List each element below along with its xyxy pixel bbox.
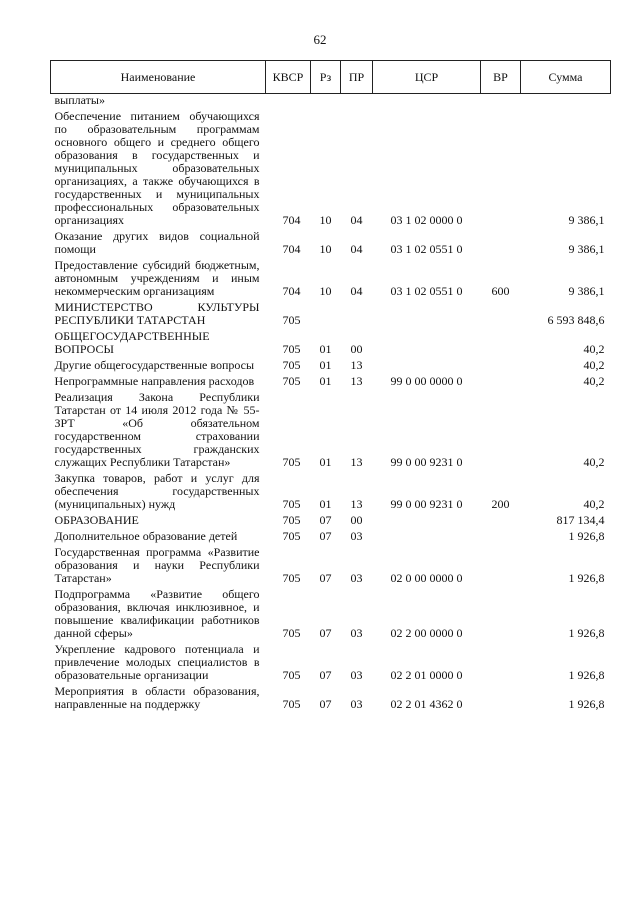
row-sum: 9 386,1 bbox=[568, 284, 605, 298]
row-pr: 13 bbox=[350, 497, 363, 511]
row-vr: 200 bbox=[491, 497, 510, 511]
row-rz: 01 bbox=[319, 497, 332, 511]
row-pr: 03 bbox=[350, 529, 363, 543]
row-csr bbox=[373, 327, 481, 356]
row-name: Мероприятия в области образования, направленные на поддержку bbox=[54, 684, 260, 711]
row-sum: 1 926,8 bbox=[568, 697, 605, 711]
row-csr: 02 0 00 0000 0 bbox=[390, 571, 463, 585]
row-name: Государственная программа «Развитие образования и науки Республики Татарстан» bbox=[54, 545, 260, 585]
row-name: Подпрограмма «Развитие общего образования, включая инклюзивное, и повышение квалификации работников данной сферы» bbox=[54, 587, 260, 640]
row-kvsr: 704 bbox=[282, 284, 301, 298]
row-name: Дополнительное образование детей bbox=[54, 529, 238, 543]
row-pr: 03 bbox=[350, 697, 363, 711]
row-rz: 01 bbox=[319, 358, 332, 372]
row-csr bbox=[373, 298, 481, 327]
row-rz bbox=[311, 298, 341, 327]
row-sum bbox=[521, 94, 611, 108]
row-name: Непрограммные направления расходов bbox=[54, 374, 255, 388]
row-vr bbox=[481, 107, 521, 227]
row-csr: 03 1 02 0551 0 bbox=[390, 242, 463, 256]
row-kvsr: 705 bbox=[282, 455, 301, 469]
row-name: ОБЩЕГОСУДАРСТВЕННЫЕ ВОПРОСЫ bbox=[54, 329, 210, 356]
row-pr: 04 bbox=[350, 242, 363, 256]
row-vr bbox=[481, 298, 521, 327]
row-pr: 13 bbox=[350, 455, 363, 469]
row-sum: 40,2 bbox=[583, 374, 605, 388]
table-row bbox=[51, 356, 611, 372]
row-csr: 02 2 01 4362 0 bbox=[390, 697, 463, 711]
row-csr: 03 1 02 0551 0 bbox=[390, 284, 463, 298]
row-csr: 02 2 00 0000 0 bbox=[390, 626, 463, 640]
row-vr bbox=[481, 640, 521, 682]
row-pr: 03 bbox=[350, 571, 363, 585]
table-row bbox=[51, 227, 611, 256]
row-rz: 07 bbox=[319, 529, 332, 543]
budget-table bbox=[50, 60, 611, 711]
row-kvsr: 705 bbox=[282, 374, 301, 388]
row-kvsr: 705 bbox=[282, 697, 301, 711]
table-row bbox=[51, 682, 611, 711]
table-row bbox=[51, 107, 611, 227]
table-row bbox=[51, 94, 611, 108]
row-pr: 04 bbox=[350, 284, 363, 298]
row-name: Закупка товаров, работ и услуг для обеспечения государственных (муниципальных) нужд bbox=[54, 471, 260, 511]
row-rz: 07 bbox=[319, 697, 332, 711]
row-pr: 13 bbox=[350, 358, 363, 372]
row-vr bbox=[481, 327, 521, 356]
row-rz: 07 bbox=[319, 571, 332, 585]
row-rz: 07 bbox=[319, 626, 332, 640]
row-sum: 40,2 bbox=[583, 455, 605, 469]
header-vr: ВР bbox=[481, 61, 521, 94]
table-body bbox=[51, 94, 611, 712]
row-rz: 10 bbox=[319, 284, 332, 298]
row-vr bbox=[481, 227, 521, 256]
row-kvsr: 705 bbox=[282, 497, 301, 511]
table-row bbox=[51, 511, 611, 527]
row-kvsr: 705 bbox=[282, 358, 301, 372]
row-pr: 03 bbox=[350, 626, 363, 640]
table-row bbox=[51, 327, 611, 356]
row-rz bbox=[311, 94, 341, 108]
row-rz: 07 bbox=[319, 668, 332, 682]
row-vr bbox=[481, 682, 521, 711]
row-sum: 1 926,8 bbox=[568, 529, 605, 543]
row-rz: 01 bbox=[319, 455, 332, 469]
row-kvsr: 705 bbox=[282, 529, 301, 543]
table-row bbox=[51, 298, 611, 327]
row-vr bbox=[481, 94, 521, 108]
row-kvsr: 705 bbox=[282, 342, 301, 356]
row-kvsr: 705 bbox=[282, 571, 301, 585]
row-name: МИНИСТЕРСТВО КУЛЬТУРЫ РЕСПУБЛИКИ ТАТАРСТАН bbox=[54, 300, 260, 327]
row-sum: 40,2 bbox=[583, 342, 605, 356]
row-vr bbox=[481, 585, 521, 640]
row-kvsr: 705 bbox=[282, 626, 301, 640]
table-row bbox=[51, 640, 611, 682]
row-kvsr: 704 bbox=[282, 213, 301, 227]
row-rz: 10 bbox=[319, 242, 332, 256]
row-kvsr: 705 bbox=[282, 668, 301, 682]
row-pr: 00 bbox=[350, 513, 363, 527]
row-vr bbox=[481, 356, 521, 372]
row-sum: 1 926,8 bbox=[568, 668, 605, 682]
row-pr bbox=[341, 298, 373, 327]
header-rz: Рз bbox=[311, 61, 341, 94]
row-name: Реализация Закона Республики Татарстан от 14 июля 2012 года № 55-ЗРТ «Об обязательном государственном страховании государственных гражданских служащих Республики Татарстан» bbox=[54, 390, 260, 469]
row-vr bbox=[481, 543, 521, 585]
header-kvsr: КВСР bbox=[266, 61, 311, 94]
row-rz: 07 bbox=[319, 513, 332, 527]
row-csr: 03 1 02 0000 0 bbox=[390, 213, 463, 227]
row-csr bbox=[373, 356, 481, 372]
table-row bbox=[51, 388, 611, 469]
header-pr: ПР bbox=[341, 61, 373, 94]
row-kvsr: 704 bbox=[282, 242, 301, 256]
row-name: Предоставление субсидий бюджетным, автономным учреждениям и иным некоммерческим организациям bbox=[54, 258, 260, 298]
row-csr: 02 2 01 0000 0 bbox=[390, 668, 463, 682]
header-sum: Сумма bbox=[521, 61, 611, 94]
row-vr bbox=[481, 388, 521, 469]
row-pr: 13 bbox=[350, 374, 363, 388]
row-sum: 817 134,4 bbox=[556, 513, 605, 527]
table-row bbox=[51, 372, 611, 388]
page-number: 62 bbox=[313, 32, 327, 47]
row-kvsr bbox=[266, 94, 311, 108]
table-row bbox=[51, 585, 611, 640]
row-pr: 03 bbox=[350, 668, 363, 682]
row-rz: 10 bbox=[319, 213, 332, 227]
row-rz: 01 bbox=[319, 374, 332, 388]
row-sum: 1 926,8 bbox=[568, 626, 605, 640]
row-csr: 99 0 00 0000 0 bbox=[390, 374, 463, 388]
row-vr: 600 bbox=[491, 284, 510, 298]
header-name: Наименование bbox=[51, 61, 266, 94]
table-row bbox=[51, 256, 611, 298]
row-csr bbox=[373, 511, 481, 527]
table-row bbox=[51, 469, 611, 511]
row-sum: 40,2 bbox=[583, 497, 605, 511]
row-csr bbox=[373, 94, 481, 108]
row-name: выплаты» bbox=[54, 93, 105, 107]
row-kvsr: 705 bbox=[282, 313, 301, 327]
row-rz: 01 bbox=[319, 342, 332, 356]
row-csr: 99 0 00 9231 0 bbox=[390, 497, 463, 511]
table-row bbox=[51, 527, 611, 543]
row-sum: 1 926,8 bbox=[568, 571, 605, 585]
row-name: ОБРАЗОВАНИЕ bbox=[54, 513, 139, 527]
row-pr: 04 bbox=[350, 213, 363, 227]
table-row bbox=[51, 543, 611, 585]
row-vr bbox=[481, 527, 521, 543]
row-name: Укрепление кадрового потенциала и привлечение молодых специалистов в образовательные организации bbox=[54, 642, 260, 682]
row-pr: 00 bbox=[350, 342, 363, 356]
row-sum: 9 386,1 bbox=[568, 213, 605, 227]
row-csr bbox=[373, 527, 481, 543]
row-name: Другие общегосударственные вопросы bbox=[54, 358, 255, 372]
row-pr bbox=[341, 94, 373, 108]
row-vr bbox=[481, 511, 521, 527]
row-kvsr: 705 bbox=[282, 513, 301, 527]
row-vr bbox=[481, 372, 521, 388]
row-sum: 9 386,1 bbox=[568, 242, 605, 256]
row-name: Оказание других видов социальной помощи bbox=[54, 229, 260, 256]
row-sum: 40,2 bbox=[583, 358, 605, 372]
header-csr: ЦСР bbox=[373, 61, 481, 94]
row-sum: 6 593 848,6 bbox=[547, 313, 605, 327]
row-csr: 99 0 00 9231 0 bbox=[390, 455, 463, 469]
row-name: Обеспечение питанием обучающихся по образовательным программам основного общего и среднего общего образования в государственных и муниципальных образовательных организациях, а также обучающихся в государственных и муниципальных профессиональных образовательных организациях bbox=[54, 109, 260, 227]
table-header bbox=[51, 61, 611, 94]
